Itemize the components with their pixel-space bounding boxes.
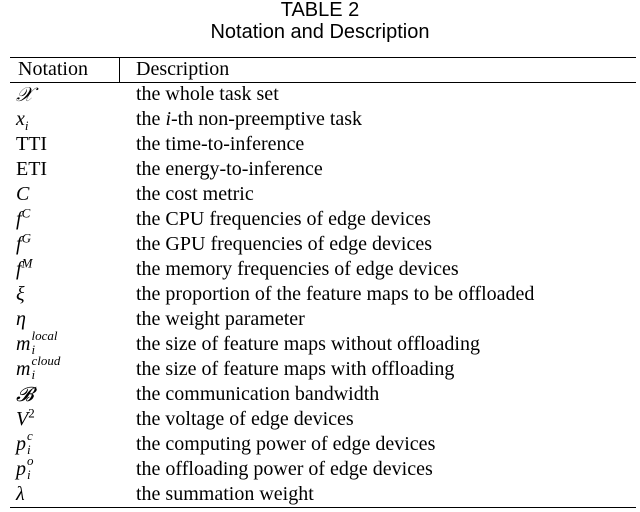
description-cell: the memory frequencies of edge devices	[136, 258, 459, 280]
table-row	[0, 82, 640, 107]
notation-tti: TTI	[16, 133, 48, 155]
notation-weight: η	[16, 308, 26, 330]
notation-m-cloud: m cloud i	[16, 353, 61, 382]
table-body	[0, 82, 640, 507]
description-cell: the communication bandwidth	[136, 383, 380, 405]
notation-cpu-freq: $f^C$	[16, 205, 31, 230]
notation-m-local: m local i	[16, 328, 58, 357]
table-row	[0, 282, 640, 307]
table-row	[0, 257, 640, 282]
header-notation: Notation	[18, 58, 88, 80]
table-row	[0, 132, 640, 157]
description-cell: the size of feature maps without offloading	[136, 333, 480, 355]
header-column-divider	[119, 57, 120, 82]
notation-task-set: 𝒳	[16, 82, 34, 106]
description-cell: the whole task set	[136, 83, 279, 105]
description-cell: the i-th non-preemptive task	[136, 108, 363, 130]
header-description: Description	[136, 58, 230, 80]
notation-gpu-freq: $f^G$	[16, 230, 31, 255]
notation-offloading-power: p o i	[16, 453, 34, 482]
description-cell: the voltage of edge devices	[136, 408, 354, 430]
table-bottom-rule	[10, 507, 636, 508]
table-row	[0, 407, 640, 432]
notation-mem-freq: $f^M$	[16, 255, 33, 280]
table-row	[0, 482, 640, 507]
description-cell: the CPU frequencies of edge devices	[136, 208, 431, 230]
notation-voltage: $V^2$	[16, 405, 35, 430]
table-row	[0, 307, 640, 332]
description-cell: the weight parameter	[136, 308, 305, 330]
description-cell: the size of feature maps with offloading	[136, 358, 455, 380]
table-row	[0, 382, 640, 407]
table-caption-label: TABLE 2	[280, 0, 360, 21]
notation-task: $x_i$	[16, 108, 29, 133]
table-row	[0, 428, 640, 457]
notation-proportion: ξ	[16, 283, 25, 305]
description-cell: the time-to-inference	[136, 133, 305, 155]
table-caption-title: Notation and Description	[210, 21, 430, 43]
table-row	[0, 453, 640, 482]
description-cell: the summation weight	[136, 483, 314, 505]
description-cell: the cost metric	[136, 183, 254, 205]
table-row	[0, 107, 640, 132]
table-top-rule	[10, 57, 636, 58]
description-cell: the offloading power of edge devices	[136, 458, 433, 480]
description-cell: the GPU frequencies of edge devices	[136, 233, 432, 255]
description-cell: the proportion of the feature maps to be offloaded	[136, 283, 535, 305]
notation-bandwidth: 𝓑	[16, 382, 34, 406]
table-row	[0, 328, 640, 357]
table-row	[0, 157, 640, 182]
table-row	[0, 232, 640, 257]
table-row	[0, 207, 640, 232]
notation-summation-weight: λ	[16, 483, 25, 505]
table-row	[0, 182, 640, 207]
notation-cost: C	[16, 183, 30, 205]
description-cell: the computing power of edge devices	[136, 433, 436, 455]
notation-computing-power: p c i	[16, 428, 33, 457]
description-cell: the energy-to-inference	[136, 158, 323, 180]
table-row	[0, 353, 640, 382]
notation-eti: ETI	[16, 158, 48, 180]
